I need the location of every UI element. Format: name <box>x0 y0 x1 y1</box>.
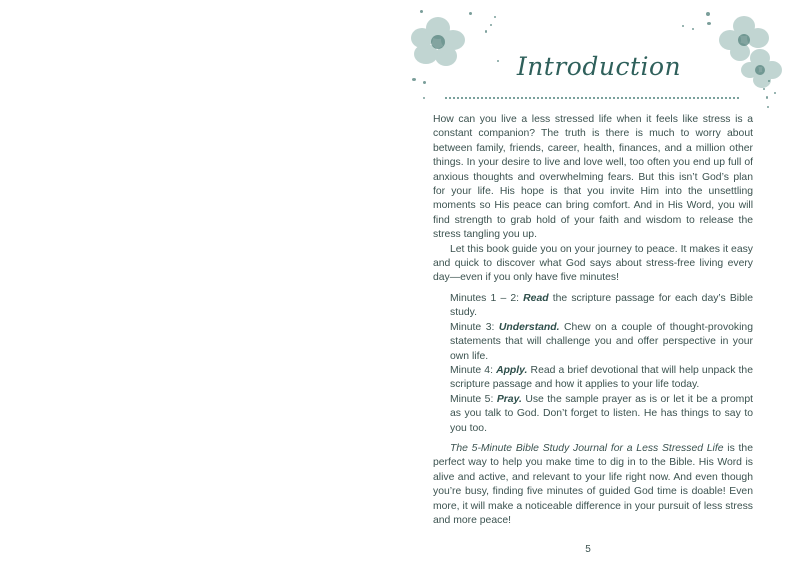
dotted-divider <box>445 97 739 99</box>
paint-speck <box>682 25 684 27</box>
right-page <box>396 0 792 576</box>
step-minute-5: Minute 5: Pray. Use the sample prayer as is or let it be a prompt as you talk to God. Don’t forget to listen. He has things to say to you too. <box>450 393 753 434</box>
paint-speck <box>706 12 710 16</box>
step-minute-4: Minute 4: Apply. Read a brief devotional that will help unpack the scripture passage and how it applies to your life today. <box>450 364 753 391</box>
step-minute-3: Minute 3: Understand. Chew on a couple of thought-provoking statements that will challenge you and offer perspective in your own life. <box>450 321 753 362</box>
paragraph-3: The 5-Minute Bible Study Journal for a Less Stressed Life is the perfect way to help you make time to dig in to the Bible. His Word is alive and active, and relevant to your life right now. And even though you’re busy, finding five minutes of guided God time is doable! Even more, it will make a noticeable difference in your pursuit of less stress and more peace! <box>433 442 753 526</box>
step-keyword: Read <box>523 292 549 304</box>
step-minutes-1-2: Minutes 1 – 2: Read the scripture passage for each day’s Bible study. <box>450 292 753 319</box>
minute-steps-list <box>450 292 753 436</box>
paint-speck <box>707 22 711 25</box>
step-keyword: Apply. <box>496 364 528 376</box>
paint-speck <box>767 106 769 108</box>
intro-body <box>433 113 753 528</box>
step-keyword: Pray. <box>496 393 522 405</box>
paint-speck <box>774 92 776 94</box>
paint-speck <box>423 81 426 84</box>
page-number: 5 <box>585 544 591 555</box>
paint-speck <box>763 88 765 90</box>
paint-speck <box>692 28 694 30</box>
paint-speck <box>485 30 487 33</box>
paint-speck <box>494 16 496 18</box>
paint-speck <box>420 10 423 13</box>
paragraph-1: How can you live a less stressed life when it feels like stress is a constant companion? The truth is there is much to worry about between family, friends, career, health, finances, and a million other things. In your desire to live and love well, too often you end up full of anxious thoughts and overwhelming fears. But this isn’t God’s plan for your life. His hope is that you invite Him into the unsettling moments so His peace can bring comfort. And in His Word, you will find strength to grab hold of your faith and wisdom to release the stress tangling you up. <box>433 114 753 241</box>
paragraph-2: Let this book guide you on your journey to peace. It makes it easy and quick to discover what God says about stress-free living every day—even if you only have five minutes! <box>433 243 753 284</box>
paint-speck <box>423 97 425 99</box>
paint-speck <box>469 12 472 15</box>
page-title: Introduction <box>516 52 682 81</box>
step-keyword: Understand. <box>498 321 560 333</box>
paint-speck <box>766 96 768 99</box>
book-title: The 5-Minute Bible Study Journal for a Less Stressed Life <box>450 442 724 454</box>
paint-speck <box>490 24 492 26</box>
